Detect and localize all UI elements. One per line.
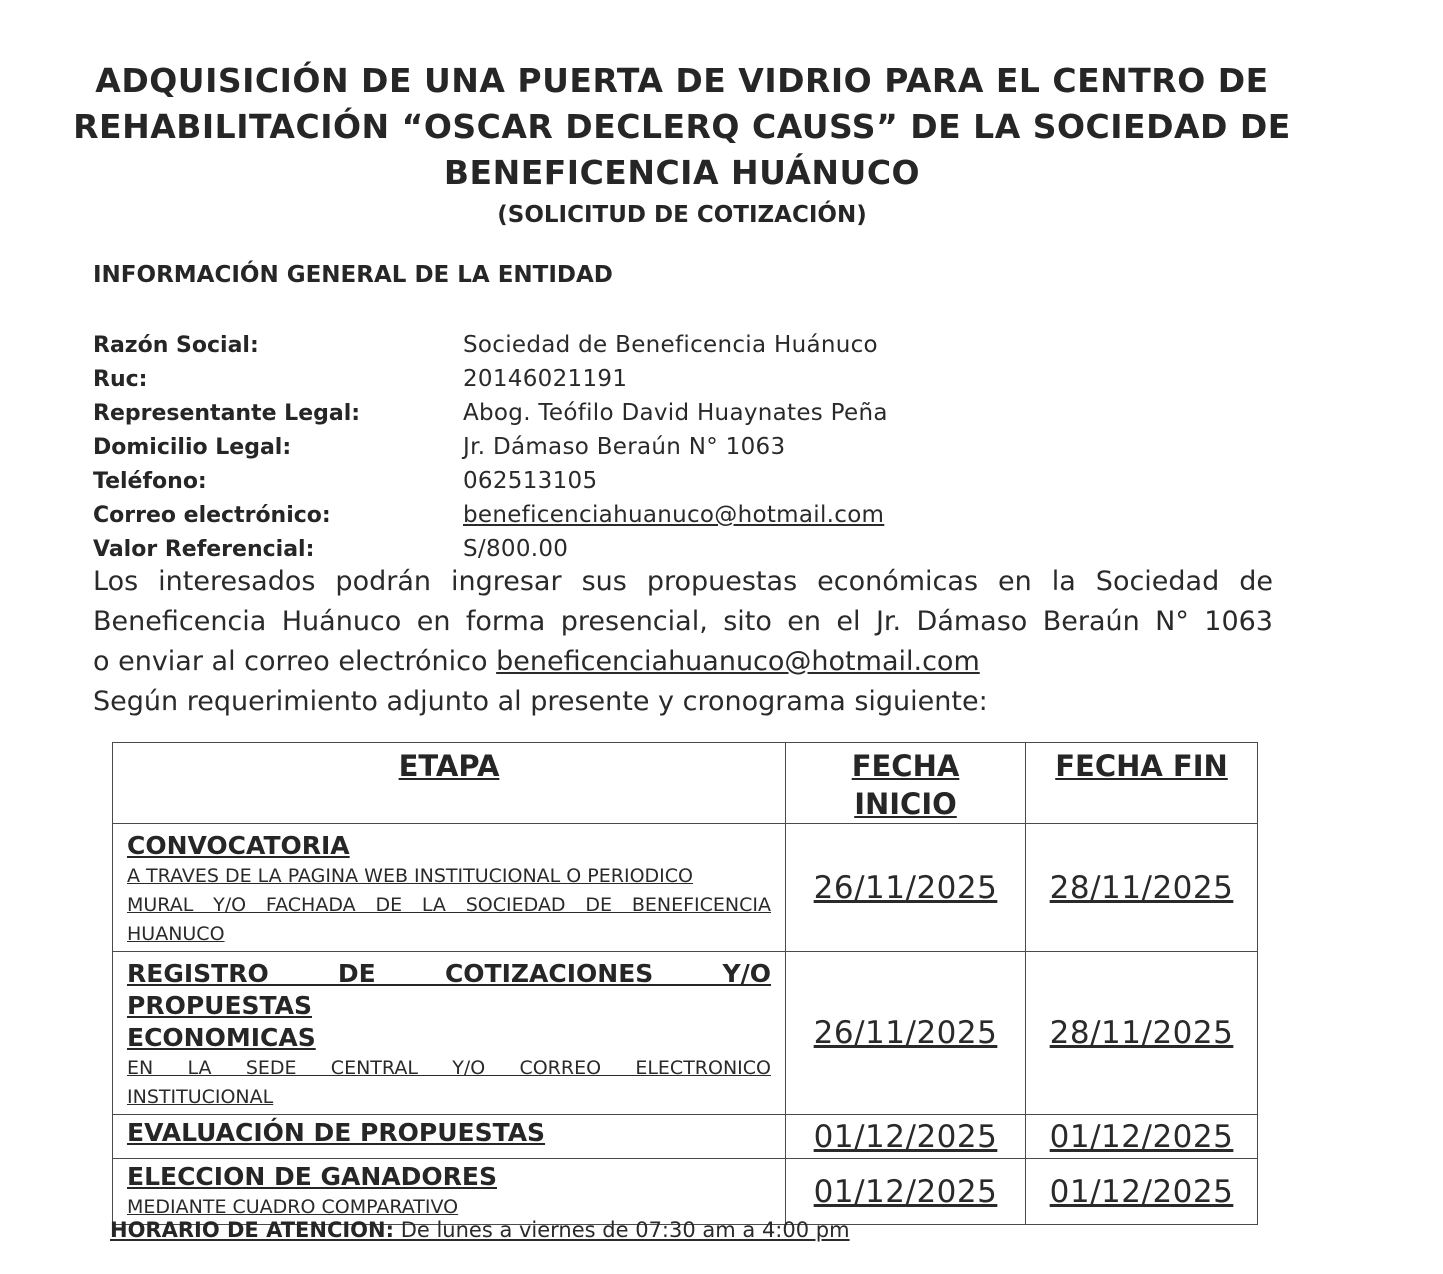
stage-desc-line: A TRAVES DE LA PAGINA WEB INSTITUCIONAL O PERIODICO [127,865,693,887]
info-value: Jr. Dámaso Beraún N° 1063 [463,434,786,460]
schedule-table [112,742,1258,1225]
info-label: Valor Referencial: [93,536,315,562]
title-line-1: ADQUISICIÓN DE UNA PUERTA DE VIDRIO PARA EL CENTRO DE [95,61,1269,100]
table-row [113,1159,1258,1225]
info-label: Domicilio Legal: [93,434,292,460]
stage-desc-line: EN LA SEDE CENTRAL Y/O CORREO ELECTRONICO [127,1057,771,1079]
stage-title: ELECCION DE GANADORES [127,1162,497,1191]
paragraph-email-link[interactable]: beneficenciahuanuco@hotmail.com [496,646,980,677]
stage-cell [113,824,786,952]
start-date: 01/12/2025 [786,1115,1026,1159]
info-row-valor [93,532,888,566]
section-heading: INFORMACIÓN GENERAL DE LA ENTIDAD [93,262,613,288]
stage-cell [113,952,786,1115]
info-row-ruc [93,362,888,396]
info-label: Razón Social: [93,332,259,358]
stage-cell [113,1115,786,1159]
info-row-correo [93,498,888,532]
info-row-razon-social [93,328,888,362]
start-date: 26/11/2025 [786,952,1026,1115]
info-row-representante [93,396,888,430]
table-row [113,824,1258,952]
info-label: Ruc: [93,366,148,392]
info-label: Correo electrónico: [93,502,331,528]
paragraph-line-2: Beneficencia Huánuco en forma presencial, sito en el Jr. Dámaso Beraún N° 1063 [93,606,1273,637]
stage-desc-line: INSTITUCIONAL [127,1086,274,1108]
email-link[interactable]: beneficenciahuanuco@hotmail.com [463,502,885,528]
stage-desc-line: MURAL Y/O FACHADA DE LA SOCIEDAD DE BENEFICENCIA [127,894,771,916]
stage-title: CONVOCATORIA [127,831,350,860]
info-value: Sociedad de Beneficencia Huánuco [463,332,878,358]
office-hours [96,1218,850,1242]
stage-title: EVALUACIÓN DE PROPUESTAS [127,1118,546,1147]
info-value: 062513105 [463,468,598,494]
start-date: 26/11/2025 [786,824,1026,952]
stage-title: REGISTRO DE COTIZACIONES Y/O PROPUESTAS [127,959,771,1020]
document-title [60,58,1304,232]
header-start-line-1: FECHA [851,749,960,783]
title-line-2: REHABILITACIÓN “OSCAR DECLERQ CAUSS” DE LA SOCIEDAD DE [73,107,1291,146]
start-date: 01/12/2025 [786,1159,1026,1225]
stage-title-line-2: ECONOMICAS [127,1023,316,1052]
schedule-header-row [113,743,1258,824]
info-label: Teléfono: [93,468,207,494]
header-stage: ETAPA [113,743,786,824]
paragraph-line-3-text: o enviar al correo electrónico [93,646,497,677]
document-subtitle: (SOLICITUD DE COTIZACIÓN) [497,202,867,228]
instructions-paragraph [93,562,1273,722]
header-end-date: FECHA FIN [1026,743,1258,824]
header-start-date [786,743,1026,824]
stage-desc-line: MEDIANTE CUADRO COMPARATIVO [127,1196,459,1218]
paragraph-line-1: Los interesados podrán ingresar sus propuestas económicas en la Sociedad de [93,566,1273,597]
end-date: 01/12/2025 [1026,1159,1258,1225]
entity-info [93,328,888,566]
stage-cell [113,1159,786,1225]
end-date: 01/12/2025 [1026,1115,1258,1159]
end-date: 28/11/2025 [1026,824,1258,952]
end-date: 28/11/2025 [1026,952,1258,1115]
header-start-line-2: INICIO [854,787,957,821]
info-value: 20146021191 [463,366,628,392]
info-value: S/800.00 [463,536,569,562]
info-row-telefono [93,464,888,498]
stage-desc-line: HUANUCO [127,923,225,945]
table-row [113,952,1258,1115]
office-hours-label: HORARIO DE ATENCION: [110,1218,395,1242]
info-label: Representante Legal: [93,400,361,426]
paragraph-line-3 [93,642,1273,682]
info-row-domicilio [93,430,888,464]
paragraph-line-4: Según requerimiento adjunto al presente y cronograma siguiente: [93,686,988,717]
office-hours-value: De lunes a viernes de 07:30 am a 4:00 pm [394,1218,850,1242]
table-row [113,1115,1258,1159]
info-value: Abog. Teófilo David Huaynates Peña [463,400,888,426]
title-line-3: BENEFICENCIA HUÁNUCO [443,153,921,192]
